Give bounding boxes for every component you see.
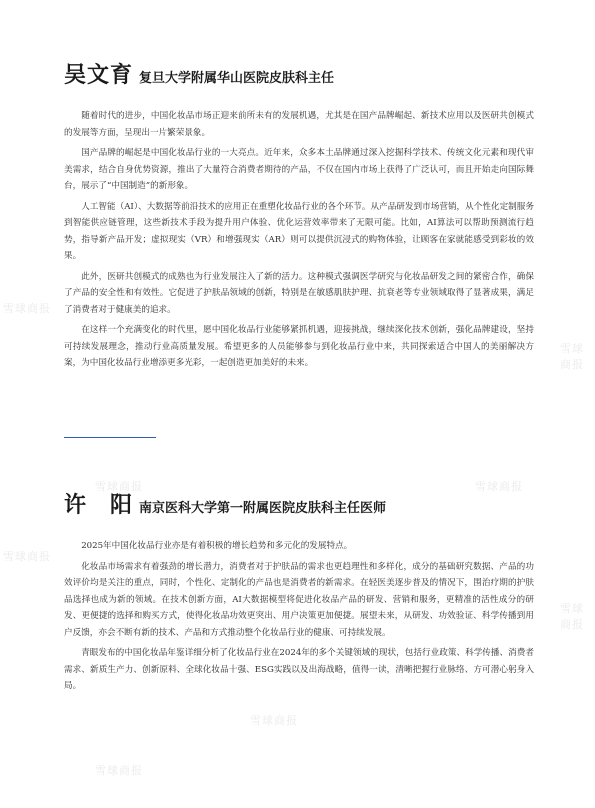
watermark-text: 雪球商报 bbox=[560, 342, 584, 371]
paragraph: 此外，医研共创模式的成熟也为行业发展注入了新的活力。这种模式强调医学研究与化妆品研发之间的紧密合作，确保了产品的安全性和有效性。它促进了护肤品领域的创新，特别是在敏感肌肤护理、抗衰老等专业领域取得了显著成果，满足了消费者对于健康美的追求。 bbox=[64, 271, 534, 315]
watermark-text: 雪球商报 bbox=[95, 764, 143, 777]
watermark-text: 雪球商报 bbox=[250, 714, 298, 727]
author-header bbox=[64, 58, 534, 89]
paragraph: 在这样一个充满变化的时代里，愿中国化妆品行业能够紧抓机遇，迎接挑战，继续深化技术创新，强化品牌建设，坚持可持续发展理念，推动行业高质量发展。希望更多的人员能够参与到化妆品行业中来，共同探索适合中国人的美丽解决方案，为中国化妆品行业增添更多光彩，一起创造更加美好的未来。 bbox=[64, 325, 534, 368]
author-section-wu bbox=[64, 58, 534, 372]
author-section-xu bbox=[64, 488, 534, 695]
watermark-text: 雪球商报 bbox=[475, 480, 523, 493]
author-name: 吴文育 bbox=[64, 63, 134, 88]
watermark-text: 雪球商报 bbox=[3, 302, 51, 315]
paragraph: 人工智能（AI）、大数据等前沿技术的应用正在重塑化妆品行业的各个环节。从产品研发到市场营销，从个性化定制服务到智能供应链管理，这些新技术手段为提升用户体验、优化运营效率带来了无限可能。比如，AI算法可以帮助预测流行趋势，指导新产品开发；虚拟现实（VR）和增强现实（AR）则可以提供沉浸式的购物体验，让顾客在家就能感受到彩妆的效果。 bbox=[64, 201, 534, 261]
paragraph: 青眼发布的中国化妆品年鉴详细分析了化妆品行业在2024年的多个关键领域的现状，包括行业政策、科学传播、消费者需求、新质生产力、创新原料、全球化妆品十强、ESG实践以及出海战略，值得一读，清晰把握行业脉络、方可潜心躬身入局。 bbox=[64, 648, 534, 691]
watermark-text: 雪球商报 bbox=[560, 602, 584, 631]
paragraph: 2025年中国化妆品行业亦是有着积极的增长趋势和多元化的发展特点。 bbox=[81, 541, 353, 551]
author-header bbox=[64, 488, 534, 519]
article-body bbox=[64, 538, 534, 695]
paragraph: 随着时代的进步，中国化妆品市场正迎来前所未有的发展机遇，尤其是在国产品牌崛起、新技术应用以及医研共创模式的发展等方面，呈现出一片繁荣景象。 bbox=[64, 111, 534, 138]
paragraph: 化妆品市场需求有着强劲的增长潜力，消费者对于护肤品的需求也更趋理性和多样化，成分的基础研究数据、产品的功效评价均是关注的重点，同时，个性化、定制化的产品也是消费者的新需求。在轻医美逐步普及的情况下，围治疗期的护肤品选择也成为新的领域。在技术创新方面，AI大数据模型将促进化妆品产品的研发、营销和服务，更精准的活性成分的研发、更便捷的选择和购买方式，使得化妆品功效更突出、用户决策更加便捷。展望未来，从研发、功效验证、科学传播到用户反馈，亦会不断有新的技术、产品和方式推动整个化妆品行业的健康、可持续发展。 bbox=[64, 561, 534, 638]
article-body bbox=[64, 108, 534, 372]
author-title: 复旦大学附属华山医院皮肤科主任 bbox=[139, 71, 335, 86]
watermark-text: 雪球商报 bbox=[95, 480, 143, 493]
watermark-text: 雪球商报 bbox=[3, 550, 51, 563]
paragraph: 国产品牌的崛起是中国化妆品行业的一大亮点。近年来，众多本土品牌通过深入挖掘科学技术、传统文化元素和现代审美需求，结合自身优势资源，推出了大量符合消费者期待的产品，不仅在国内市场上获得了广泛认可，而且开始走向国际舞台，展示了“中国制造”的新形象。 bbox=[64, 148, 534, 191]
author-title: 南京医科大学第一附属医院皮肤科主任医师 bbox=[139, 501, 387, 516]
section-divider bbox=[64, 437, 156, 438]
author-name: 许 阳 bbox=[64, 493, 134, 518]
